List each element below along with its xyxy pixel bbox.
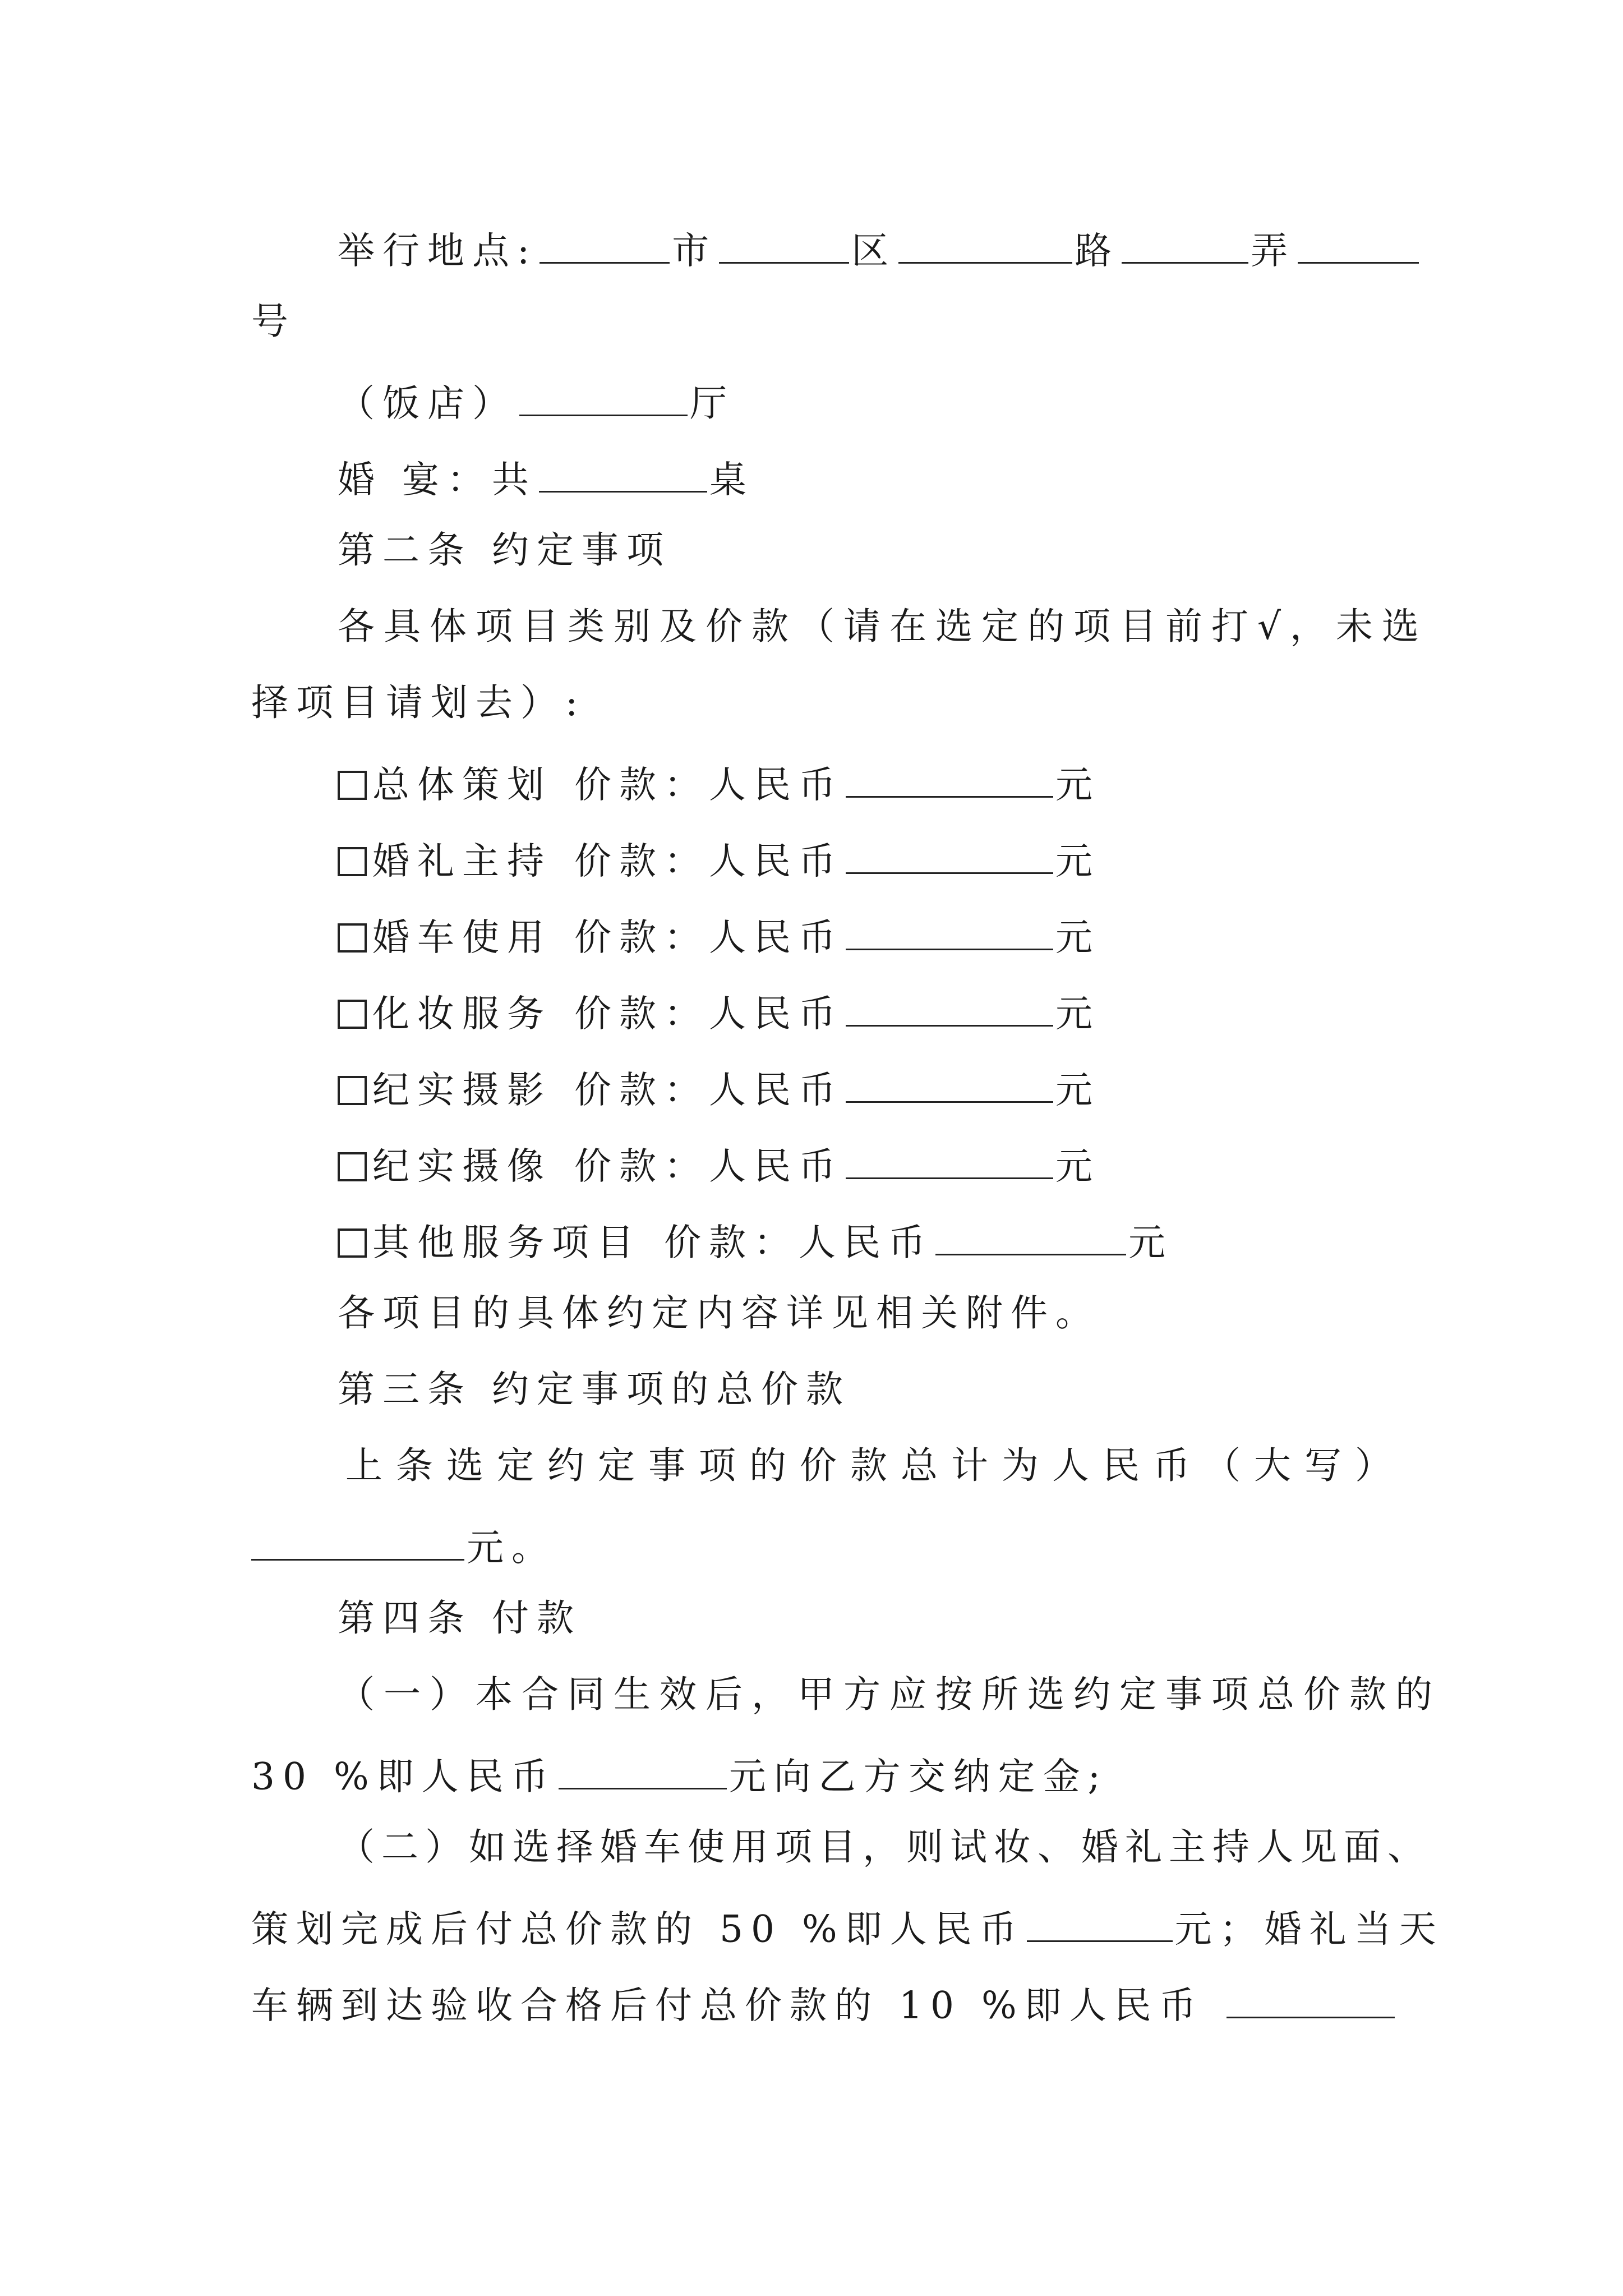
item-unit: 元 bbox=[1055, 915, 1100, 959]
article4-p1-line1: （一）本合同生效后，甲方应按所选约定事项总价款的 bbox=[338, 1673, 1441, 1716]
tables-text: 桌 bbox=[709, 458, 754, 501]
item-price-label: 价款：人民币 bbox=[574, 915, 843, 959]
article2-intro-line2: 择项目请划去）: bbox=[251, 681, 586, 724]
item-price-blank bbox=[846, 913, 1053, 950]
item-price-label: 价款：人民币 bbox=[574, 1068, 843, 1112]
item-row bbox=[338, 761, 1100, 807]
item-unit: 元 bbox=[1128, 1221, 1173, 1264]
item-price-blank bbox=[846, 837, 1053, 874]
article3-heading: 第三条 约定事项的总价款 bbox=[338, 1368, 851, 1411]
item-checkbox[interactable] bbox=[338, 1076, 367, 1105]
item-name: 婚礼主持 bbox=[372, 839, 552, 883]
article2-heading: 第二条 约定事项 bbox=[338, 528, 671, 572]
article4-p2-line1: （二）如选择婚车使用项目，则试妆、婚礼主持人见面、 bbox=[338, 1825, 1431, 1869]
lane-blank bbox=[1122, 227, 1248, 264]
district-blank bbox=[719, 227, 849, 264]
item-price-label: 价款：人民币 bbox=[574, 992, 843, 1036]
payment10-blank bbox=[1227, 1981, 1395, 2018]
road-blank bbox=[898, 227, 1072, 264]
banquet-line bbox=[338, 455, 754, 499]
article3-unit: 元。 bbox=[467, 1526, 556, 1570]
item-checkbox[interactable] bbox=[338, 1228, 367, 1258]
item-row bbox=[338, 1066, 1100, 1112]
article4-p2-line3 bbox=[251, 1981, 1397, 2027]
lane-text: 弄 bbox=[1251, 229, 1296, 273]
item-checkbox[interactable] bbox=[338, 847, 367, 876]
item-price-blank bbox=[935, 1218, 1126, 1255]
item-checkbox[interactable] bbox=[338, 771, 367, 800]
venue-line bbox=[338, 227, 1421, 273]
payment10-label: 车辆到达验收合格后付总价款的 10 %即人民币 bbox=[251, 1984, 1204, 2027]
deposit-label: 30 %即人民币 bbox=[251, 1755, 556, 1798]
item-name: 总体策划 bbox=[372, 763, 552, 807]
hotel-label: （饭店） bbox=[338, 381, 517, 425]
item-unit: 元 bbox=[1055, 1144, 1100, 1188]
venue-number-line bbox=[251, 300, 296, 343]
venue-label: 举行地点: bbox=[338, 229, 538, 273]
item-price-blank bbox=[846, 990, 1053, 1027]
item-unit: 元 bbox=[1055, 763, 1100, 807]
item-row bbox=[338, 990, 1100, 1036]
item-row bbox=[338, 837, 1100, 883]
item-row bbox=[338, 913, 1100, 959]
item-unit: 元 bbox=[1055, 1068, 1100, 1112]
item-row bbox=[338, 1218, 1173, 1262]
item-name: 纪实摄像 bbox=[372, 1144, 552, 1188]
item-price-blank bbox=[846, 1142, 1053, 1179]
article3-line2 bbox=[251, 1524, 556, 1570]
payment50-tail: 元；婚礼当天 bbox=[1174, 1907, 1444, 1951]
item-checkbox[interactable] bbox=[338, 923, 367, 953]
item-name: 纪实摄影 bbox=[372, 1068, 552, 1112]
article4-p2-line2 bbox=[251, 1905, 1444, 1951]
item-price-label: 价款：人民币 bbox=[574, 839, 843, 883]
item-unit: 元 bbox=[1055, 839, 1100, 883]
item-price-label: 价款：人民币 bbox=[574, 1144, 843, 1188]
tables-blank bbox=[539, 455, 707, 493]
payment50-blank bbox=[1027, 1905, 1173, 1942]
item-price-blank bbox=[846, 1066, 1053, 1103]
hotel-blank bbox=[519, 379, 688, 416]
article2-note: 各项目的具体约定内容详见相关附件。 bbox=[338, 1291, 1100, 1335]
item-unit: 元 bbox=[1055, 992, 1100, 1036]
item-name: 其他服务项目 bbox=[372, 1221, 642, 1264]
item-name: 化妆服务 bbox=[372, 992, 552, 1036]
article4-p1-line2 bbox=[251, 1752, 1108, 1796]
banquet-total: 共 bbox=[491, 458, 537, 501]
article2-intro-line1: 各具体项目类别及价款（请在选定的项目前打√，未选 bbox=[338, 605, 1428, 648]
item-checkbox[interactable] bbox=[338, 1152, 367, 1181]
payment50-label: 策划完成后付总价款的 50 %即人民币 bbox=[251, 1907, 1025, 1951]
hall-text: 厅 bbox=[690, 381, 735, 425]
item-price-label: 价款：人民币 bbox=[574, 763, 843, 807]
deposit-blank bbox=[559, 1752, 727, 1789]
banquet-label: 婚 宴： bbox=[338, 458, 492, 501]
road-text: 路 bbox=[1075, 229, 1120, 273]
number-text: 号 bbox=[251, 300, 296, 343]
article3-line1: 上条选定约定事项的价款总计为人民币（大写） bbox=[345, 1444, 1405, 1487]
number-blank bbox=[1298, 227, 1419, 264]
city-blank bbox=[540, 227, 670, 264]
total-price-blank bbox=[251, 1524, 464, 1561]
deposit-tail: 元向乙方交纳定金; bbox=[728, 1755, 1108, 1798]
article4-heading: 第四条 付款 bbox=[338, 1596, 582, 1640]
district-text: 区 bbox=[851, 229, 897, 273]
item-price-blank bbox=[846, 761, 1053, 798]
item-checkbox[interactable] bbox=[338, 1000, 367, 1029]
item-price-label: 价款：人民币 bbox=[664, 1221, 933, 1264]
city-text: 市 bbox=[672, 229, 717, 273]
hotel-line bbox=[338, 379, 735, 425]
item-row bbox=[338, 1142, 1100, 1188]
item-name: 婚车使用 bbox=[372, 915, 552, 959]
